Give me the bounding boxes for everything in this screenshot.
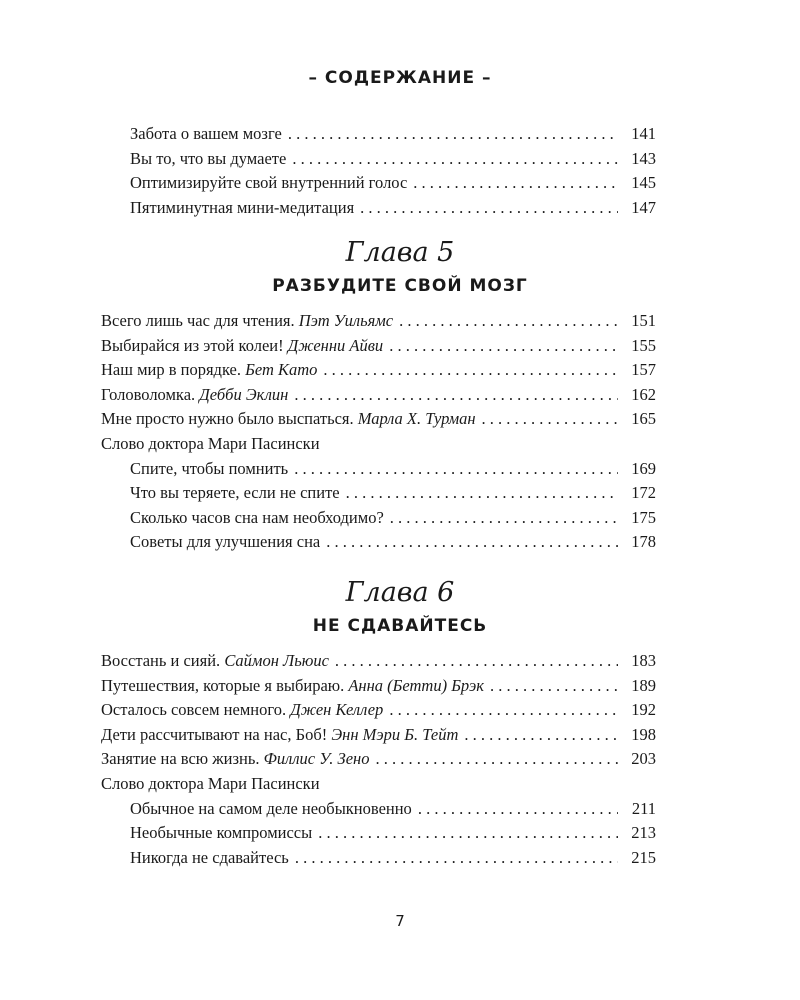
toc-entry: [101, 336, 656, 361]
entry-title: Обычное на самом деле необыкновенно: [130, 798, 412, 818]
page-number: 143: [631, 148, 656, 168]
entry-title: Что вы теряете, если не спите: [130, 483, 340, 503]
page-number: 141: [631, 124, 656, 143]
chapter-label: Глава 6: [345, 577, 455, 608]
entry-author: Марла Х. Турман: [357, 409, 476, 429]
entry-title: Слово доктора Мари Пасински: [101, 773, 320, 793]
chapter-title: РАЗБУДИТЕ СВОЙ МОЗГ: [272, 276, 528, 296]
dot-leader: [292, 149, 618, 169]
page-number: 165: [631, 409, 656, 429]
toc-entry: [101, 360, 656, 385]
dot-leader: [295, 848, 618, 868]
entry-author: Энн Мэри Б. Тейт: [331, 724, 459, 744]
page-number: 151: [631, 311, 656, 330]
entry-title: Осталось совсем немного. Джен Келлер: [101, 700, 384, 720]
page-number: 203: [631, 749, 656, 769]
entry-title: Занятие на всю жизнь. Филлис У. Зено: [101, 749, 370, 769]
entry-title: Спите, чтобы помнить: [130, 458, 289, 478]
dot-leader: [389, 700, 618, 720]
page-number: 178: [631, 532, 656, 552]
entry-title: Никогда не сдавайтесь: [130, 847, 289, 867]
chapter-5-heading: [0, 238, 800, 296]
entry-title: Головоломка. Дебби Эклин: [101, 384, 289, 404]
toc-entry: [101, 173, 656, 198]
toc-entry: [101, 799, 656, 824]
toc-entry: [101, 149, 656, 174]
toc-section-top: [101, 124, 656, 222]
dot-leader: [490, 676, 618, 696]
toc-entry: [101, 508, 656, 533]
toc-section-chapter-6: [101, 651, 656, 872]
entry-author: Анна (Бетти) Брэк: [348, 675, 484, 695]
toc-entry: [101, 676, 656, 701]
entry-title: Советы для улучшения сна: [130, 532, 321, 552]
page-number: 145: [631, 173, 656, 193]
toc-section-heading: [101, 434, 656, 459]
running-header: – СОДЕРЖАНИЕ –: [308, 68, 492, 88]
page-number: 192: [631, 700, 656, 720]
entry-title: Всего лишь час для чтения. Пэт Уильямс: [101, 311, 394, 330]
page-number: 183: [631, 651, 656, 670]
toc-entry: [101, 311, 656, 336]
dot-leader: [399, 311, 618, 331]
page-folio: 7: [395, 912, 405, 930]
dot-leader: [323, 360, 618, 380]
entry-title: Слово доктора Мари Пасински: [101, 433, 320, 453]
page-number: 155: [631, 335, 656, 355]
page-number: 172: [631, 483, 656, 503]
toc-entry: [101, 651, 656, 676]
dot-leader: [360, 198, 618, 218]
page-number: 162: [631, 384, 656, 404]
entry-title: Путешествия, которые я выбираю. Анна (Бетти) Брэк: [101, 675, 484, 695]
dot-leader: [482, 409, 618, 429]
entry-author: Саймон Льюис: [224, 651, 329, 670]
entry-author: Пэт Уильямс: [298, 311, 394, 330]
entry-author: Джен Келлер: [290, 700, 384, 720]
toc-entry: [101, 124, 656, 149]
dot-leader: [294, 459, 618, 479]
page-number: 211: [631, 798, 656, 818]
toc-entry: [101, 459, 656, 484]
entry-title: Выбирайся из этой колеи! Дженни Айви: [101, 335, 384, 355]
toc-entry: [101, 483, 656, 508]
dot-leader: [294, 385, 618, 405]
toc-entry: [101, 385, 656, 410]
dot-leader: [318, 823, 618, 843]
entry-author: Дженни Айви: [287, 335, 384, 355]
entry-title: Оптимизируйте свой внутренний голос: [130, 173, 408, 193]
toc-entry: [101, 700, 656, 725]
toc-entry: [101, 198, 656, 223]
chapter-6-heading: [0, 578, 800, 636]
entry-author: Филлис У. Зено: [263, 749, 370, 769]
dot-leader: [418, 799, 618, 819]
toc-entry: [101, 725, 656, 750]
dot-leader: [413, 173, 618, 193]
entry-title: Мне просто нужно было выспаться. Марла Х. Турман: [101, 409, 476, 429]
dot-leader: [346, 483, 618, 503]
dot-leader: [375, 749, 618, 769]
entry-title: Вы то, что вы думаете: [130, 148, 287, 168]
page-number: 175: [631, 507, 656, 527]
dot-leader: [326, 532, 618, 552]
dot-leader: [288, 124, 618, 144]
entry-title: Пятиминутная мини-медитация: [130, 197, 355, 217]
entry-title: Необычные компромиссы: [130, 823, 313, 843]
entry-title: Наш мир в порядке. Бет Като: [101, 360, 318, 380]
entry-author: Бет Като: [245, 360, 318, 380]
page-number: 157: [631, 360, 656, 380]
toc-entry: [101, 409, 656, 434]
toc-section-chapter-5: [101, 311, 656, 557]
page-number: 169: [631, 458, 656, 478]
entry-title: Дети рассчитывают на нас, Боб! Энн Мэри Б. Тейт: [101, 724, 459, 744]
page-number: 215: [631, 847, 656, 867]
page-number: 198: [631, 724, 656, 744]
page-number: 213: [631, 823, 656, 843]
chapter-label: Глава 5: [345, 237, 455, 268]
toc-entry: [101, 848, 656, 873]
dot-leader: [464, 725, 618, 745]
dot-leader: [390, 508, 618, 528]
dot-leader: [335, 651, 618, 671]
entry-author: Дебби Эклин: [199, 384, 289, 404]
toc-entry: [101, 532, 656, 557]
toc-section-heading: [101, 774, 656, 799]
toc-entry: [101, 823, 656, 848]
entry-title: Сколько часов сна нам необходимо?: [130, 507, 384, 527]
page-number: 147: [631, 197, 656, 217]
entry-title: Восстань и сияй. Саймон Льюис: [101, 651, 329, 670]
dot-leader: [389, 336, 618, 356]
chapter-title: НЕ СДАВАЙТЕСЬ: [312, 616, 488, 636]
toc-entry: [101, 749, 656, 774]
page-number: 189: [631, 675, 656, 695]
entry-title: Забота о вашем мозге: [130, 124, 282, 143]
